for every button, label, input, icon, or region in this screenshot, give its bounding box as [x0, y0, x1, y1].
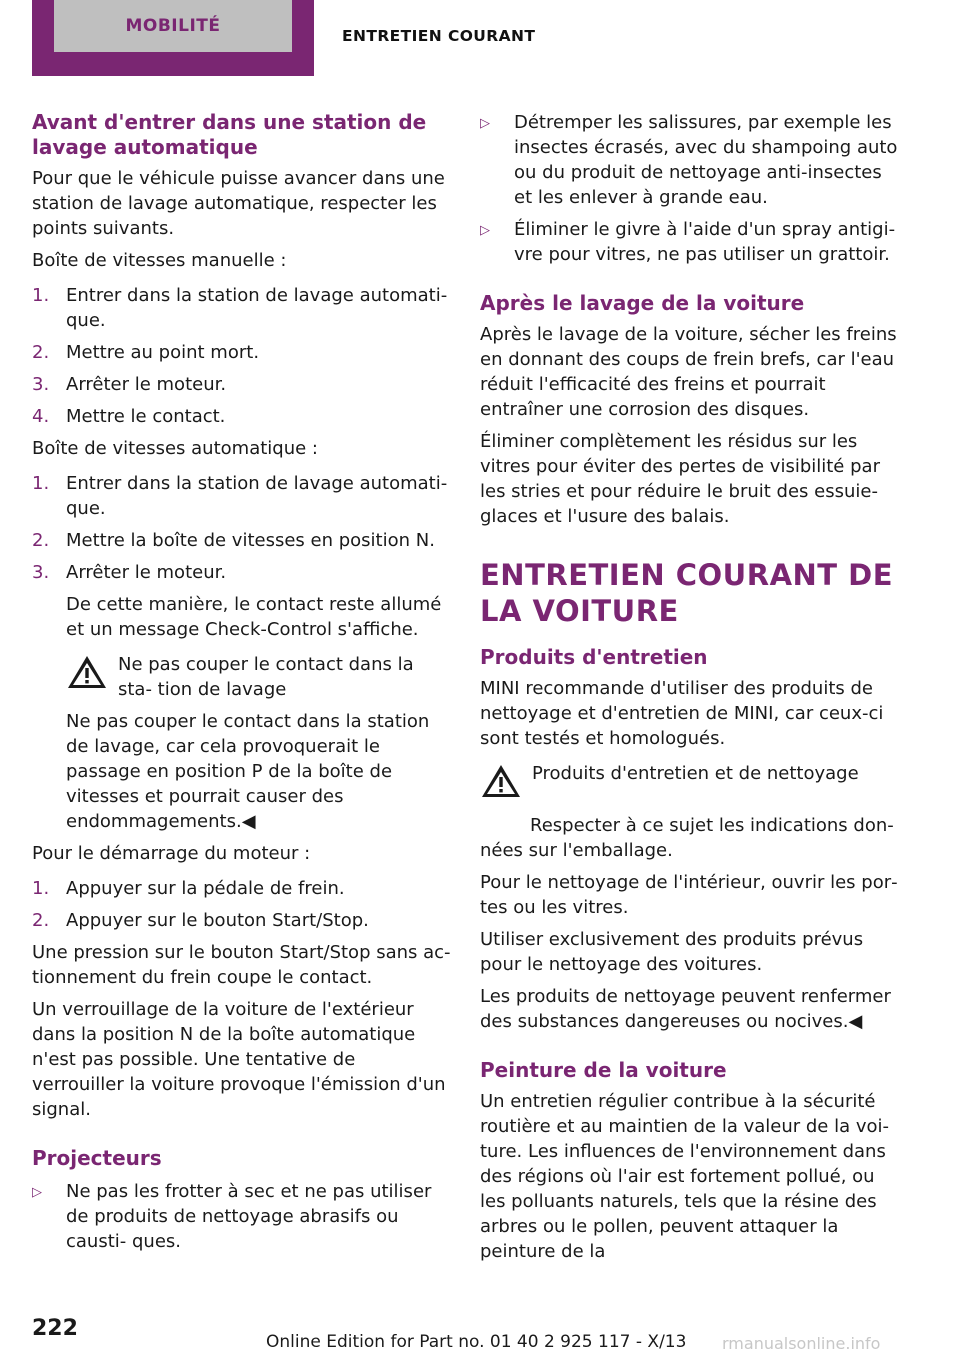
bullet-marker: ▷	[32, 1185, 42, 1200]
cleaning-bullets	[480, 110, 900, 267]
watermark: rmanualsonline.info	[722, 1334, 881, 1353]
list-text: Entrer dans la station de lavage automati‐ que.	[66, 473, 448, 519]
list-text: Détremper les salissures, par exemple les insectes écrasés, avec du shampoing auto ou du produit de nettoyage anti-insectes et les enlever à grande eau.	[514, 112, 898, 208]
paragraph-auto: Boîte de vitesses automatique :	[32, 438, 318, 459]
list-text: Mettre au point mort.	[66, 342, 260, 363]
paragraph-after-1: Après le lavage de la voiture, sécher les freins en donnant des coups de frein brefs, car l'eau réduit l'efficacité des freins et pourrait entraîner une corrosion des disques.	[480, 324, 897, 420]
list-item	[32, 471, 452, 521]
headlight-bullets	[32, 1179, 452, 1254]
paragraph-intro: Pour que le véhicule puisse avancer dans une station de lavage automatique, respecter les points suivants.	[32, 168, 445, 239]
list-item	[32, 876, 452, 901]
warning-title: Ne pas couper le contact dans la sta‐ tion de lavage	[118, 654, 414, 700]
paragraph-products: MINI recommande d'utiliser des produits de nettoyage et d'entretien de MINI, car ceux-ci sont testés et homologués.	[480, 678, 884, 749]
list-text: Mettre le contact.	[66, 406, 226, 427]
list-item	[480, 110, 900, 210]
list-number: 1.	[32, 878, 50, 899]
heading-care: ENTRETIEN COURANT DE LA VOITURE	[480, 558, 894, 628]
list-item	[32, 404, 452, 429]
list-number: 1.	[32, 285, 50, 306]
bullet-marker: ▷	[480, 116, 490, 131]
paragraph-manual: Boîte de vitesses manuelle :	[32, 250, 287, 271]
list-item	[32, 1179, 452, 1254]
section-title: ENTRETIEN COURANT	[342, 27, 536, 45]
auto-steps-list	[32, 471, 452, 834]
chapter-title: MOBILITÉ	[125, 16, 221, 36]
warning-box	[66, 652, 452, 702]
list-item	[32, 340, 452, 365]
paragraph-lock: Un verrouillage de la voiture de l'extérieur dans la position N de la boîte automatique n'est pas possible. Une tentative de verrouiller la voiture provoque l'émission d'un signal.	[32, 999, 446, 1120]
warning-triangle-icon	[480, 761, 532, 806]
list-number: 3.	[32, 562, 50, 583]
list-item	[32, 528, 452, 553]
warning-body: Respecter à ce sujet les indications don‐ nées sur l'emballage.	[480, 815, 894, 861]
heading-headlights: Projecteurs	[32, 1146, 162, 1170]
list-item	[480, 217, 900, 267]
page-number: 222	[32, 1316, 78, 1341]
list-item	[32, 908, 452, 933]
paragraph-paint: Un entretien régulier contribue à la sécurité routière et au maintien de la valeur de la voi‐ ture. Les influences de l'environnement dans des régions où l'air est fortement pollué, ou les polluants naturels, tels que la résine des arbres ou le pollen, peuvent attaquer la peinture de la	[480, 1091, 890, 1262]
paragraph-substances: Les produits de nettoyage peuvent renfermer des substances dangereuses ou nocives.◀	[480, 986, 891, 1032]
list-text: Appuyer sur le bouton Start/Stop.	[66, 910, 369, 931]
list-text: Ne pas les frotter à sec et ne pas utiliser de produits de nettoyage abrasifs ou causti‐ ques.	[66, 1181, 432, 1252]
warning-title: Produits d'entretien et de nettoyage	[532, 763, 859, 784]
list-number: 2.	[32, 530, 50, 551]
list-text: Mettre la boîte de vitesses en position N.	[66, 530, 435, 551]
list-item	[32, 372, 452, 397]
edition-text: Online Edition for Part no. 01 40 2 925 117 - X/13	[266, 1332, 687, 1352]
chapter-tab-label-box	[54, 0, 292, 52]
heading-after-wash: Après le lavage de la voiture	[480, 291, 805, 315]
paragraph-after-2: Éliminer complètement les résidus sur les vitres pour éviter des pertes de visibilité par les stries et pour réduire le bruit des essuie-glaces et l'usure des balais.	[480, 431, 880, 527]
list-number: 4.	[32, 406, 50, 427]
warning-box	[480, 761, 900, 806]
warning-triangle-icon	[66, 652, 118, 702]
paragraph-press: Une pression sur le bouton Start/Stop sans ac‐ tionnement du frein coupe le contact.	[32, 942, 451, 988]
heading-car-wash: Avant d'entrer dans une station de lavage automatique	[32, 110, 427, 159]
start-steps-list	[32, 876, 452, 933]
warning-body: Ne pas couper le contact dans la station de lavage, car cela provoquerait le passage en position P de la boîte de vitesses et pourrait causer des endommagements.◀	[66, 711, 430, 832]
list-text: Entrer dans la station de lavage automati‐ que.	[66, 285, 448, 331]
step-note: De cette manière, le contact reste allumé et un message Check-Control s'affiche.	[66, 594, 442, 640]
list-number: 1.	[32, 473, 50, 494]
list-text: Éliminer le givre à l'aide d'un spray antigi‐ vre pour vitres, ne pas utiliser un grattoir.	[514, 219, 896, 265]
heading-products: Produits d'entretien	[480, 645, 708, 669]
list-item	[32, 560, 452, 834]
paragraph-start: Pour le démarrage du moteur :	[32, 843, 311, 864]
right-column	[480, 110, 900, 1264]
list-text: Arrêter le moteur.	[66, 374, 227, 395]
heading-paint: Peinture de la voiture	[480, 1058, 727, 1082]
list-number: 2.	[32, 910, 50, 931]
paragraph-only: Utiliser exclusivement des produits prévus pour le nettoyage des voitures.	[480, 929, 864, 975]
bullet-marker: ▷	[480, 223, 490, 238]
list-number: 3.	[32, 374, 50, 395]
left-column	[32, 110, 452, 1261]
list-text: Appuyer sur la pédale de frein.	[66, 878, 345, 899]
manual-steps-list	[32, 283, 452, 429]
paragraph-interior: Pour le nettoyage de l'intérieur, ouvrir les por‐ tes ou les vitres.	[480, 872, 898, 918]
list-item	[32, 283, 452, 333]
list-text: Arrêter le moteur.	[66, 562, 227, 583]
list-number: 2.	[32, 342, 50, 363]
